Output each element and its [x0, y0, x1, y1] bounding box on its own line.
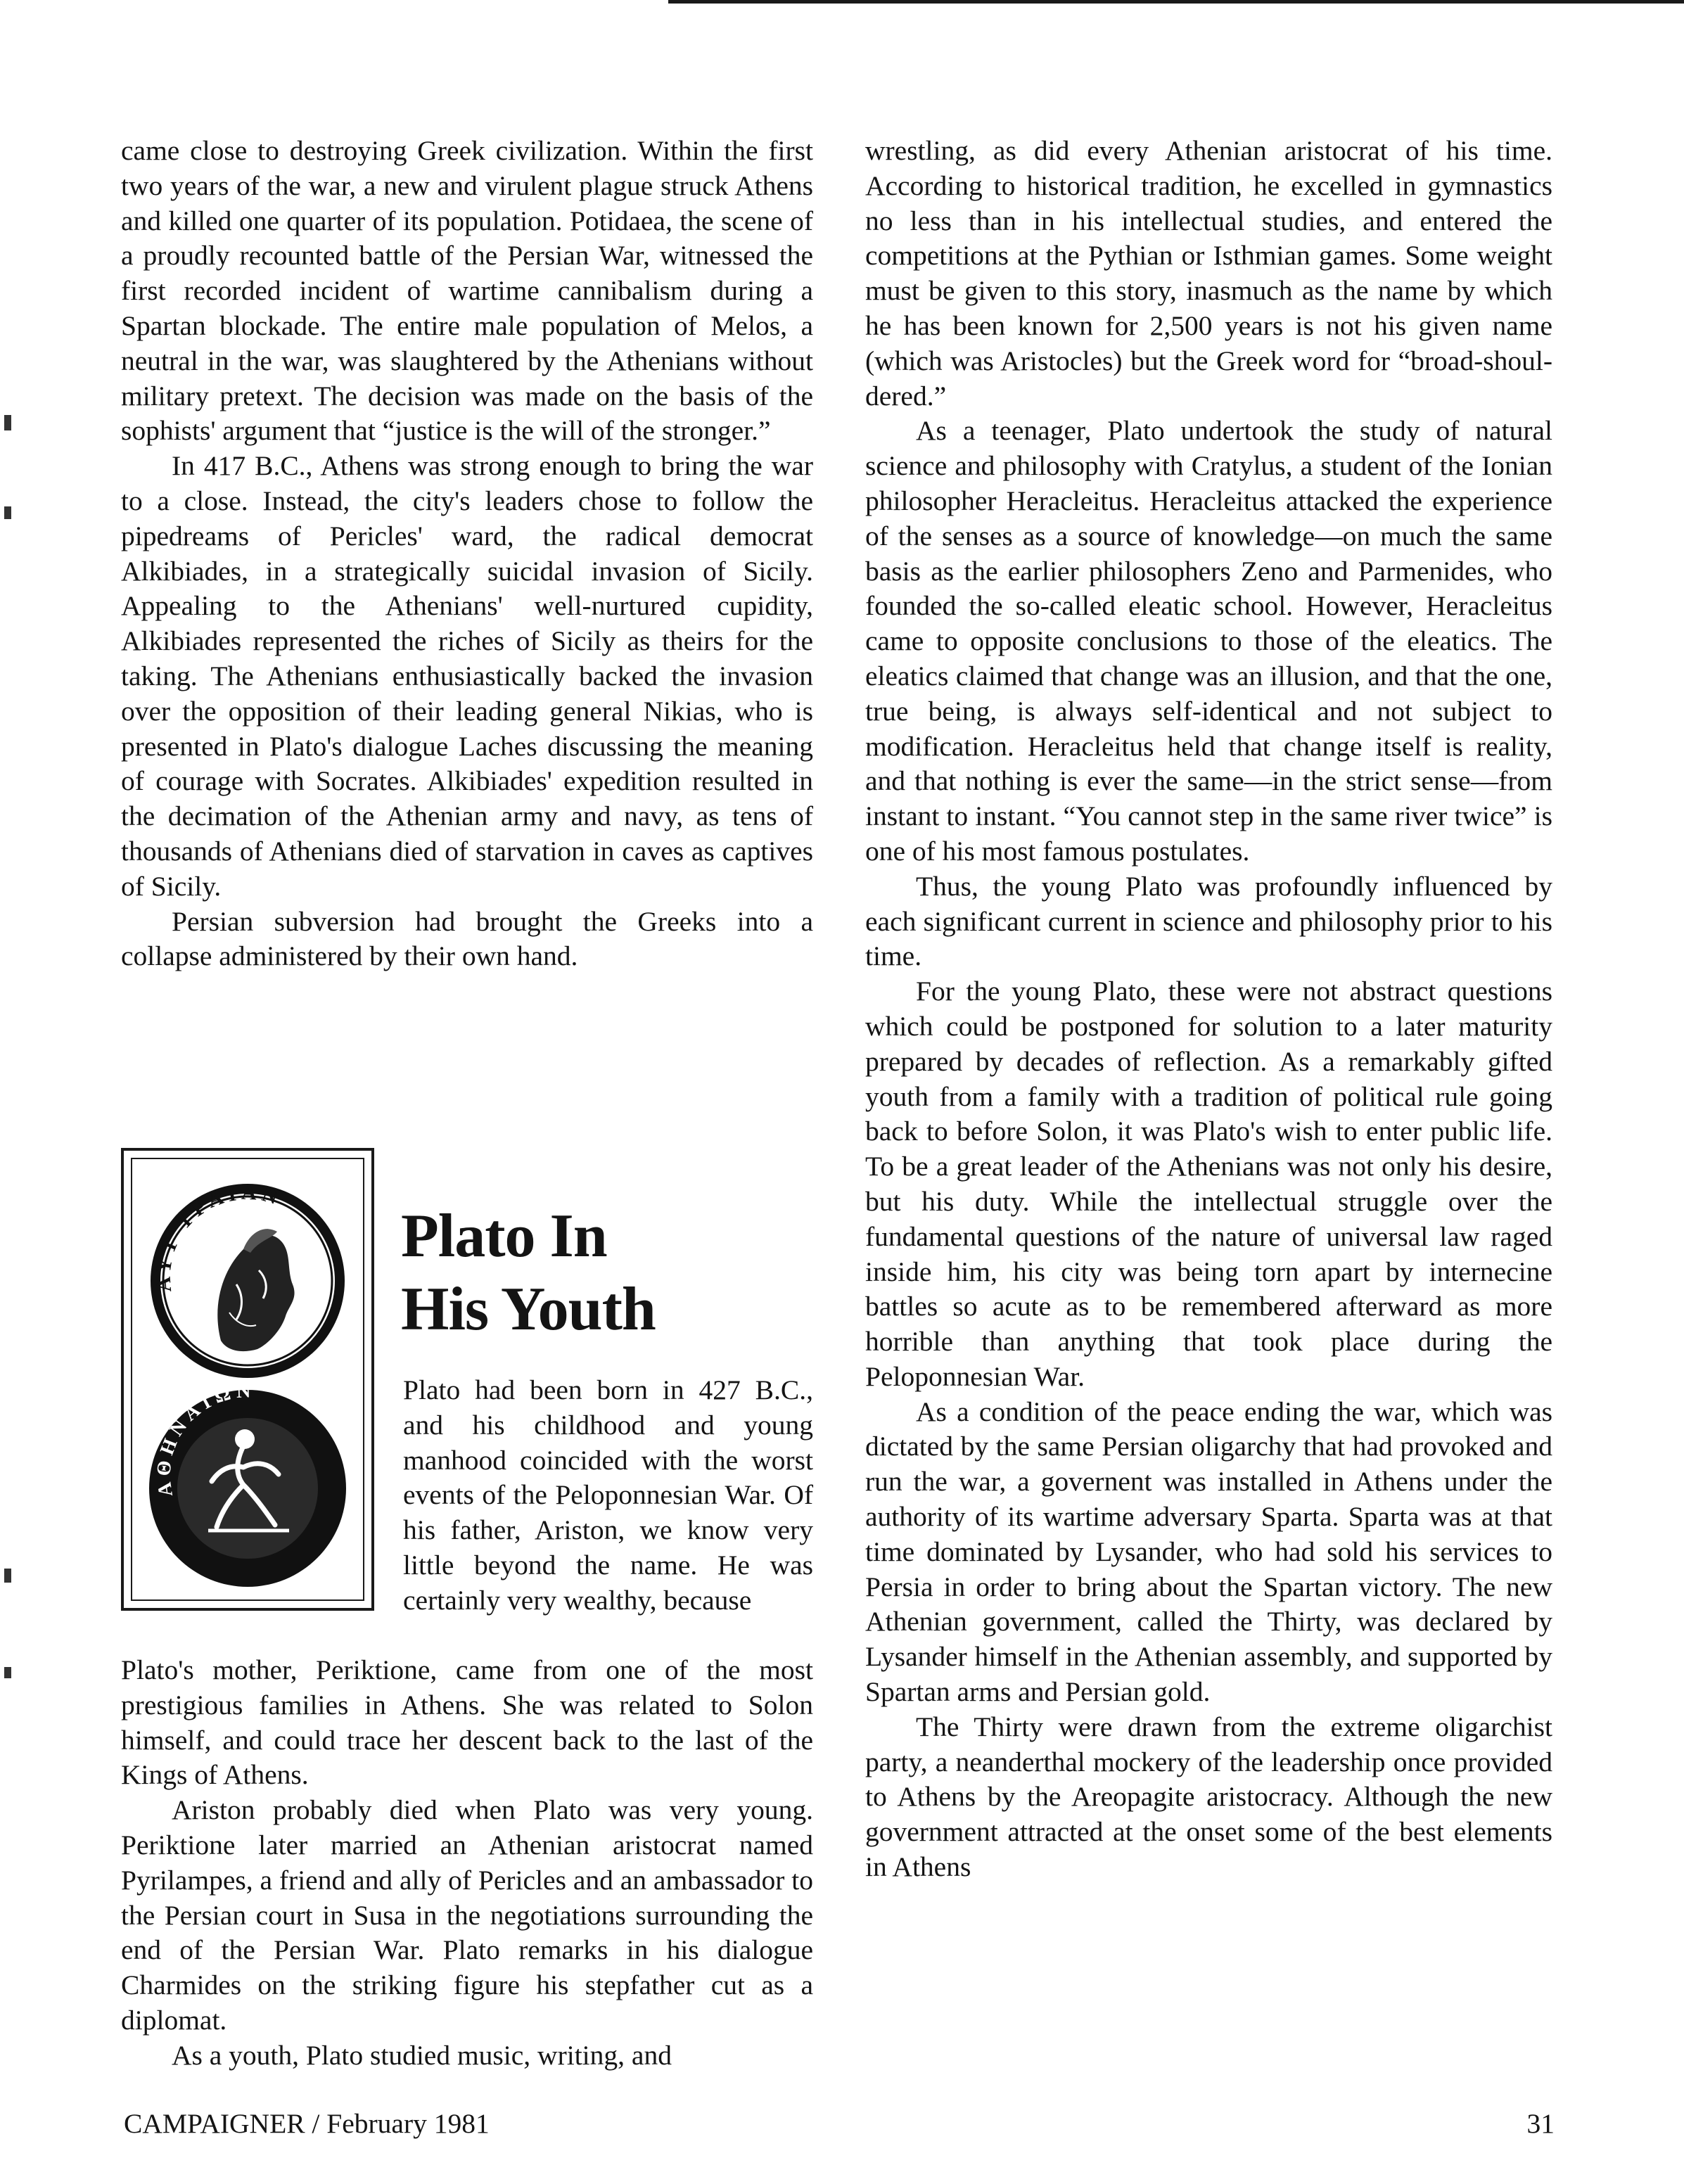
paragraph: As a youth, Plato studied music, writing, and [172, 2039, 672, 2071]
left-column-top [121, 134, 813, 974]
coin-top [151, 1181, 345, 1378]
coin-illustration [138, 1165, 357, 1594]
coin-bottom [149, 1380, 346, 1587]
margin-mark [4, 415, 11, 430]
paragraph: Thus, the young Plato was profoundly influenced by each significant current in science and philosophy prior to his time. [865, 870, 1552, 972]
left-column-beside-figure [403, 1373, 813, 1618]
paragraph: For the young Plato, these were not abstract questions which could be postponed for solution to a later maturity prepared by decades of reflection. As a remarkably gifted youth from a family with a tradition of political rule going back to before Solon, it was Plato's wish to enter public life. To be a great leader of the Athenians was not only his desire, but his duty. While the intellectual struggle over the fundamental questions of the nature of universal law raged inside him, his city was being torn apart by internecine battles so acute as to be remembered afterward as more horrible than anything that took place during the Peloponnesian War. [865, 976, 1552, 1392]
section-heading [401, 1200, 813, 1346]
paragraph: wrestling, as did every Athenian aristocrat of his time. According to historical tradition, he excelled in gymnastics no less than in his intellectual studies, and entered the competitions at the Pythian or Isthmian games. Some weight must be given to this story, inasmuch as the name by which he has been known for 2,500 years is not his given name (which was Aristocles) but the Greek word for “broad-shouldered.” [865, 135, 1552, 411]
top-rule [668, 0, 1684, 4]
coin-figure-box [121, 1148, 374, 1611]
paragraph: Ariston probably died when Plato was very young. Periktione later married an Athenian aristocrat named Pyrilampes, a friend and ally of Pericles and an ambassador to the Persian court in Susa in the negotiations surrounding the end of the Persian War. Plato remarks in his dialogue Charmides on the striking figure his stepfather cut as a diplomat. [121, 1794, 813, 2036]
paragraph: The Thirty were drawn from the extreme oligarchist party, a neanderthal mockery of the leadership once provided to Athens by the Areopagite aristocracy. Although the new government attracted at the onset some of the best elements in Athens [865, 1711, 1552, 1883]
margin-mark [4, 1667, 11, 1678]
section-heading-line: His Youth [401, 1275, 656, 1343]
coin-bottom-legend: AΘHNAIΩN [153, 1380, 256, 1498]
coin-top-legend: AYT TPAIAN [151, 1180, 285, 1294]
paragraph: Plato's mother, Periktione, came from one of the most prestigious families in Athens. She was related to Solon himself, and could trace her descent back to the last of the Kings of Athens. [121, 1654, 813, 1791]
paragraph: As a condition of the peace ending the war, which was dictated by the same Persian oligarchy that had provoked and run the war, a governent was installed in Athens under the authority of its wartime adversary Sparta. Sparta was at that time dominated by Lysander, who had sold his services to Persia in order to bring about the Spartan victory. The new Athenian government, called the Thirty, was declared by Lysander himself in the Athenian assembly, and supported by Spartan arms and Persian gold. [865, 1396, 1552, 1708]
svg-text:AYT TPAIAN [151, 1181, 284, 1293]
margin-mark [4, 1569, 11, 1583]
paragraph: came close to destroying Greek civilization. Within the first two years of the war, a new and virulent plague struck Athens and killed one quarter of its population. Potidaea, the scene of a proudly recounted battle of the Persian War, witnessed the first recorded incident of wartime cannibalism during a Spartan blockade. The entire male population of Melos, a neutral in the war, was slaughtered by the Athenians without military pretext. The decision was made on the basis of the sophists' argument that “justice is the will of the stronger.” [121, 135, 813, 447]
paragraph: As a teenager, Plato undertook the study of natural science and philosophy with Cratylus, a student of the Ionian philosopher Heracleitus. Heracleitus attacked the experience of the senses as a source of knowledge—on much the same basis as the earlier philosophers Zeno and Parmenides, who founded the so-called eleatic school. However, Heracleitus came to opposite conclusions to those of the eleatics. The eleatics claimed that change was an illusion, and that the one, true being, is always self-identical and not subject to modification. Heracleitus held that change itself is reality, and that nothing is ever the same—in the strict sense—from instant to instant. “You cannot step in the same river twice” is one of his most famous postulates. [865, 415, 1552, 867]
margin-mark [4, 506, 11, 519]
paragraph: In 417 B.C., Athens was strong enough to bring the war to a close. Instead, the city's leaders chose to follow the pipedreams of Pericles' ward, the radical democrat Alkibiades, in a strategically suicidal invasion of Sicily. Appealing to the Athenians' well-nurtured cupidity, Alkibiades represented the riches of Sicily as theirs for the taking. The Athenians enthusiastically backed the invasion over the opposition of their leading general Nikias, who is presented in Plato's dialogue Laches discussing the meaning of courage with Socrates. Alkibiades' expedition resulted in the decimation of the Athenian army and navy, as tens of thousands of Athenians died of starvation in caves as captives of Sicily. [121, 450, 813, 902]
right-column [865, 134, 1552, 1885]
left-column-bottom [121, 1653, 813, 2074]
svg-text:AΘHNAIΩN [153, 1380, 255, 1497]
footer-publication: CAMPAIGNER / February 1981 [124, 2108, 490, 2139]
page-number: 31 [1526, 2108, 1555, 2139]
paragraph: Plato had been born in 427 B.C., and his childhood and young manhood coincided with the worst events of the Peloponnesian War. Of his father, Ariston, we know very little beyond the name. He was certainly very wealthy, because [403, 1374, 813, 1616]
section-heading-line: Plato In [401, 1202, 607, 1270]
paragraph: Persian subversion had brought the Greeks into a collapse administered by their own hand. [121, 905, 813, 972]
